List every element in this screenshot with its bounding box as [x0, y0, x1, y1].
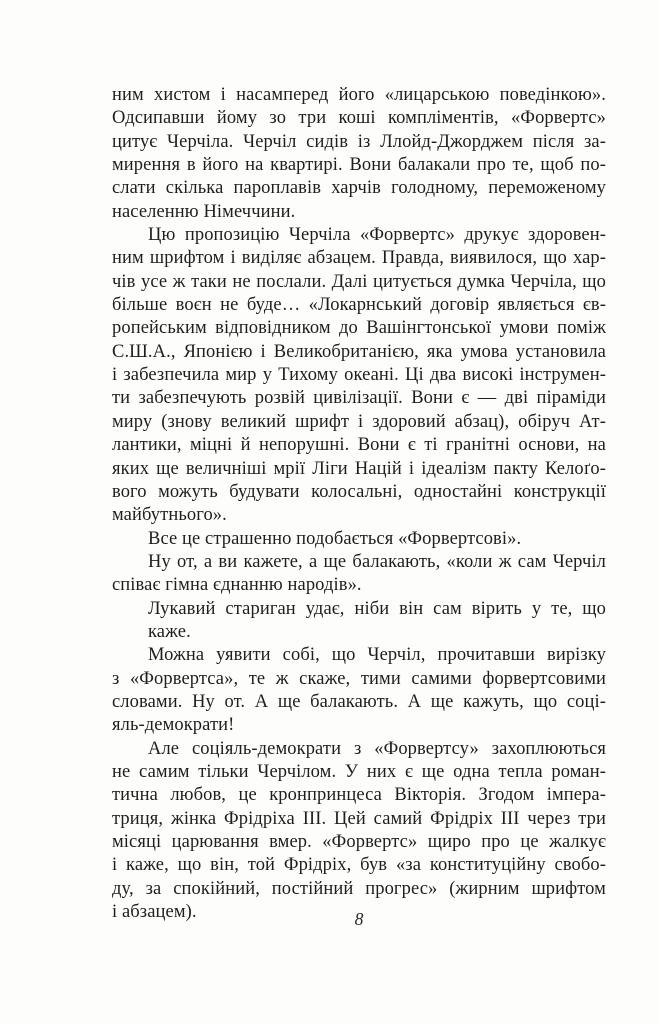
text-line: мирення в його на квартирі. Вони балакали про те, щоб по- — [112, 155, 606, 176]
text-line: Все це страшенно подобається «Форвертсові». — [148, 528, 522, 549]
text-line: ду, за спокійний, постійний прогрес» (жирним шрифтом — [112, 878, 606, 899]
paragraph — [112, 224, 606, 527]
text-line: ти забезпечують розвій цивілізації. Вони є — дві піраміди — [112, 388, 606, 409]
text-line: більше воєн не буде… «Локарнський договір являється єв- — [112, 295, 606, 316]
text-line: і абзацем). — [112, 902, 197, 923]
text-line: співає гімна єднанню народів». — [112, 575, 362, 596]
paragraph — [112, 84, 606, 224]
text-line: яль-демократи! — [112, 715, 235, 736]
text-line: Одсипавши йому зо три коші компліментів, «Форвертс» — [112, 108, 606, 129]
text-line: миру (знову великий шрифт і здоровий абзац), обіруч Ат- — [112, 411, 606, 432]
text-line: тична любов, це кронпринцеса Вікторія. Згодом імпера- — [112, 785, 606, 806]
text-line: Можна уявити собі, що Черчіл, прочитавши вирізку — [148, 645, 606, 666]
text-line: лантики, міцні й непорушні. Вони є ті гранітні основи, на — [112, 435, 606, 456]
text-line: вого можуть будувати колосальні, одностайні конструкції — [112, 481, 606, 502]
paragraph — [112, 528, 606, 551]
text-line: слати скілька пароплавів харчів голодному, переможеному — [112, 178, 606, 199]
text-line: Цю пропозицію Черчіла «Форвертс» друкує здоровен- — [148, 225, 606, 246]
text-line: Ну от, а ви кажете, а ще балакають, «коли ж сам Черчіл — [148, 551, 606, 572]
paragraph — [112, 598, 606, 645]
text-line: майбутнього». — [112, 505, 227, 526]
text-line: яких ще величніші мрії Ліги Націй і ідеалізм пакту Келоґо- — [112, 458, 606, 479]
text-line: і забезпечила мир у Тихому океані. Ці два високі інструмен- — [112, 365, 606, 386]
text-line: Але соціяль-демократи з «Форвертсу» захоплюються — [148, 738, 606, 759]
text-line: триця, жінка Фрідріха III. Цей самий Фрідріх III через три — [112, 808, 606, 829]
text-line: С.Ш.А., Японією і Великобританією, яка умова установила — [112, 341, 606, 362]
page-number: 8 — [354, 909, 364, 929]
text-line: населенню Німеччини. — [112, 201, 296, 222]
text-line: Лукавий стариган удає, ніби він сам вірить у те, що каже. — [148, 598, 606, 642]
paragraph — [112, 551, 606, 598]
text-line: цитує Черчіла. Черчіл сидів із Ллойд-Джорджем після за- — [112, 131, 606, 152]
text-line: словами. Ну от. А ще балакають. А ще кажуть, що соці- — [112, 691, 606, 712]
text-line: чів усе ж таки не послали. Далі цитується думка Черчіла, що — [112, 271, 606, 292]
text-block — [112, 84, 606, 924]
paragraph — [112, 738, 606, 925]
text-line: не самим тільки Черчілом. У них є ще одна тепла роман- — [112, 761, 606, 782]
text-line: з «Форвертса», те ж скаже, тими самими форвертсовими — [112, 668, 606, 689]
text-line: місяці царювання вмер. «Форвертс» щиро про це жалкує — [112, 832, 606, 852]
text-line: ним шрифтом і виділяє абзацем. Правда, виявилося, що хар- — [112, 248, 606, 269]
text-line: ропейським відповідником до Вашінгтонської умови поміж — [112, 318, 606, 339]
text-line: ним хистом і насамперед його «лицарською поведінкою». — [112, 85, 606, 105]
text-line: і каже, що він, той Фрідріх, був «за конституційну свобо- — [112, 855, 606, 876]
paragraph — [112, 644, 606, 737]
